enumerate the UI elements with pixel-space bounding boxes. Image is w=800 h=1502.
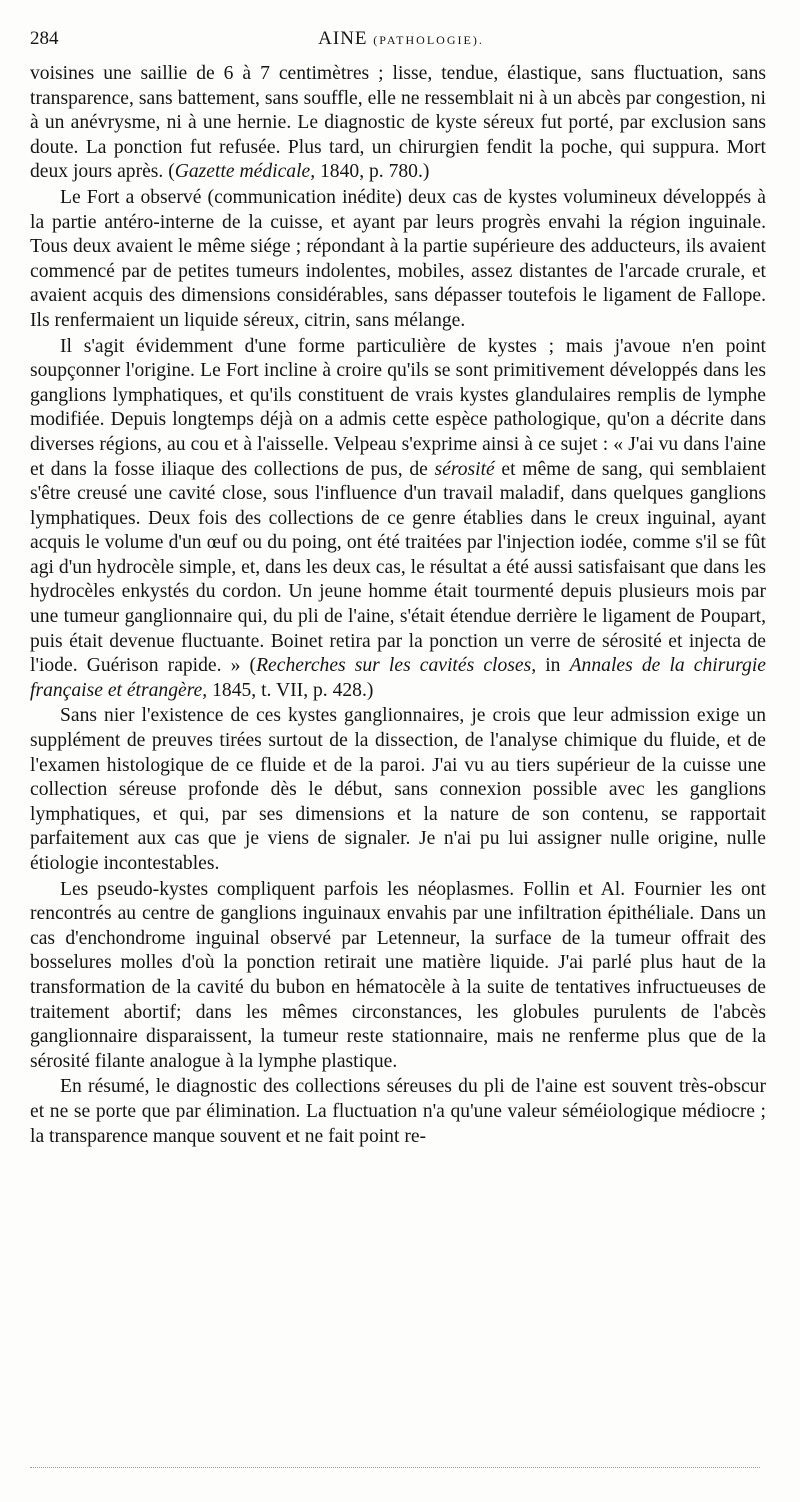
running-title: AINE	[318, 28, 368, 49]
text-run: Il s'agit évidemment d'une forme particulière de kystes ; mais j'avoue n'en point soupçonner l'origine. Le Fort incline à croire qu'ils se sont primitivement développés dans les ganglions lymphatiques, et qu'ils constituent de vrais kystes glandulaires remplis de lymphe modifiée. Depuis longtemps déjà on a admis cette espèce pathologique, qu'on a décrite dans diverses régions, au cou et à l'aisselle. Velpeau s'exprime ainsi à ce sujet : « J'ai vu dans l'aine et dans la fosse iliaque des collections de pus, de	[30, 335, 766, 480]
paragraph	[30, 878, 766, 1075]
text-run: voisines une saillie de 6 à 7 centimètres ; lisse, tendue, élastique, sans fluctuation, sans transparence, sans battement, sans souffle, elle ne ressemblait ni à un abcès par congestion, ni à un anévrysme, ni à une hernie. Le diagnostic de kyste séreux fut porté, par exclusion sans doute. La ponction fut refusée. Plus tard, un chirurgien fendit la poche, qui suppura. Mort deux jours après. (	[30, 63, 766, 183]
text-run: et même de sang, qui semblaient s'être creusé une cavité close, sous l'influence d'un travail maladif, dans quelques ganglions lymphatiques. Deux fois des collections de ce genre établies dans le creux inguinal, ayant acquis le volume d'un œuf ou du poing, ont été traitées par l'injection iodée, comme s'il se fût agi d'un hydrocèle simple, et, dans les deux cas, le résultat a été aussi satisfaisant que dans les hydrocèles enkystés du cordon. Un jeune homme était tourmenté depuis plusieurs mois par une tumeur ganglionnaire qui, du pli de l'aine, s'était étendue derrière le ligament de Poupart, puis était devenue fluctuante. Boinet retira par la ponction un verre de sérosité et injecta de l'iode. Guérison rapide. » (	[30, 458, 766, 677]
italic-citation: Gazette médicale,	[174, 161, 316, 183]
italic-citation: sérosité	[434, 458, 495, 480]
paragraph	[30, 186, 766, 334]
running-subtitle: (PATHOLOGIE).	[373, 33, 484, 47]
paragraph	[30, 1075, 766, 1149]
running-head	[30, 28, 772, 50]
body-text	[30, 62, 766, 1149]
italic-citation: Recherches sur les cavités closes,	[256, 655, 537, 677]
page-number: 284	[30, 28, 59, 49]
text-run: En résumé, le diagnostic des collections séreuses du pli de l'aine est souvent très-obscur et ne se porte que par élimination. La fluctuation n'a qu'une valeur séméiologique médiocre ; la transparence manque souvent et ne fait point re-	[30, 1076, 766, 1147]
text-run: 1845, t. VII, p. 428.)	[207, 679, 374, 701]
paragraph	[30, 335, 766, 704]
paragraph	[30, 704, 766, 876]
text-run: Les pseudo-kystes compliquent parfois les néoplasmes. Follin et Al. Fournier les ont rencontrés au centre de ganglions inguinaux envahis par une infiltration épithéliale. Dans un cas d'enchondrome inguinal observé par Letenneur, la surface de la tumeur offrait des bosselures molles d'où la ponction retirait une matière liquide. J'ai parlé plus haut de la transformation de la cavité du bubon en hématocèle à la suite de tentatives infructueuses de traitement abortif; dans les mêmes circonstances, les globules purulents de l'abcès ganglionnaire disparaissent, la tumeur reste stationnaire, mais ne renferme plus que de la sérosité filante analogue à la lymphe plastique.	[30, 878, 766, 1072]
bottom-rule	[30, 1467, 760, 1468]
text-run: in	[536, 655, 570, 677]
text-run: Le Fort a observé (communication inédite) deux cas de kystes volumineux développés à la partie antéro-interne de la cuisse, et ayant par leurs progrès envahi la région inguinale. Tous deux avaient le même siége ; répondant à la partie supérieure des adducteurs, ils avaient commencé par de petites tumeurs indolentes, mobiles, assez distantes de l'arcade crurale, et avaient acquis des dimensions considérables, sans dépasser toutefois le ligament de Fallope. Ils renfermaient un liquide séreux, citrin, sans mélange.	[30, 186, 766, 331]
text-run: Sans nier l'existence de ces kystes ganglionnaires, je crois que leur admission exige un supplément de preuves tirées surtout de la dissection, de l'analyse chimique du fluide, et de l'examen histologique de ce fluide et de la paroi. J'ai vu au tiers supérieur de la cuisse une collection séreuse profonde dès le début, sans connexion possible avec les ganglions lymphatiques, et qui, par ses dimensions et la nature de son contenu, se rapportait parfaitement aux cas que je viens de signaler. Je n'ai pu lui assigner nulle origine, nulle étiologie incontestables.	[30, 705, 766, 874]
paragraph	[30, 62, 766, 185]
italic-citation: Annales de la chirurgie française et étrangère,	[30, 655, 766, 701]
page-header	[30, 28, 772, 56]
text-run: 1840, p. 780.)	[315, 161, 430, 183]
